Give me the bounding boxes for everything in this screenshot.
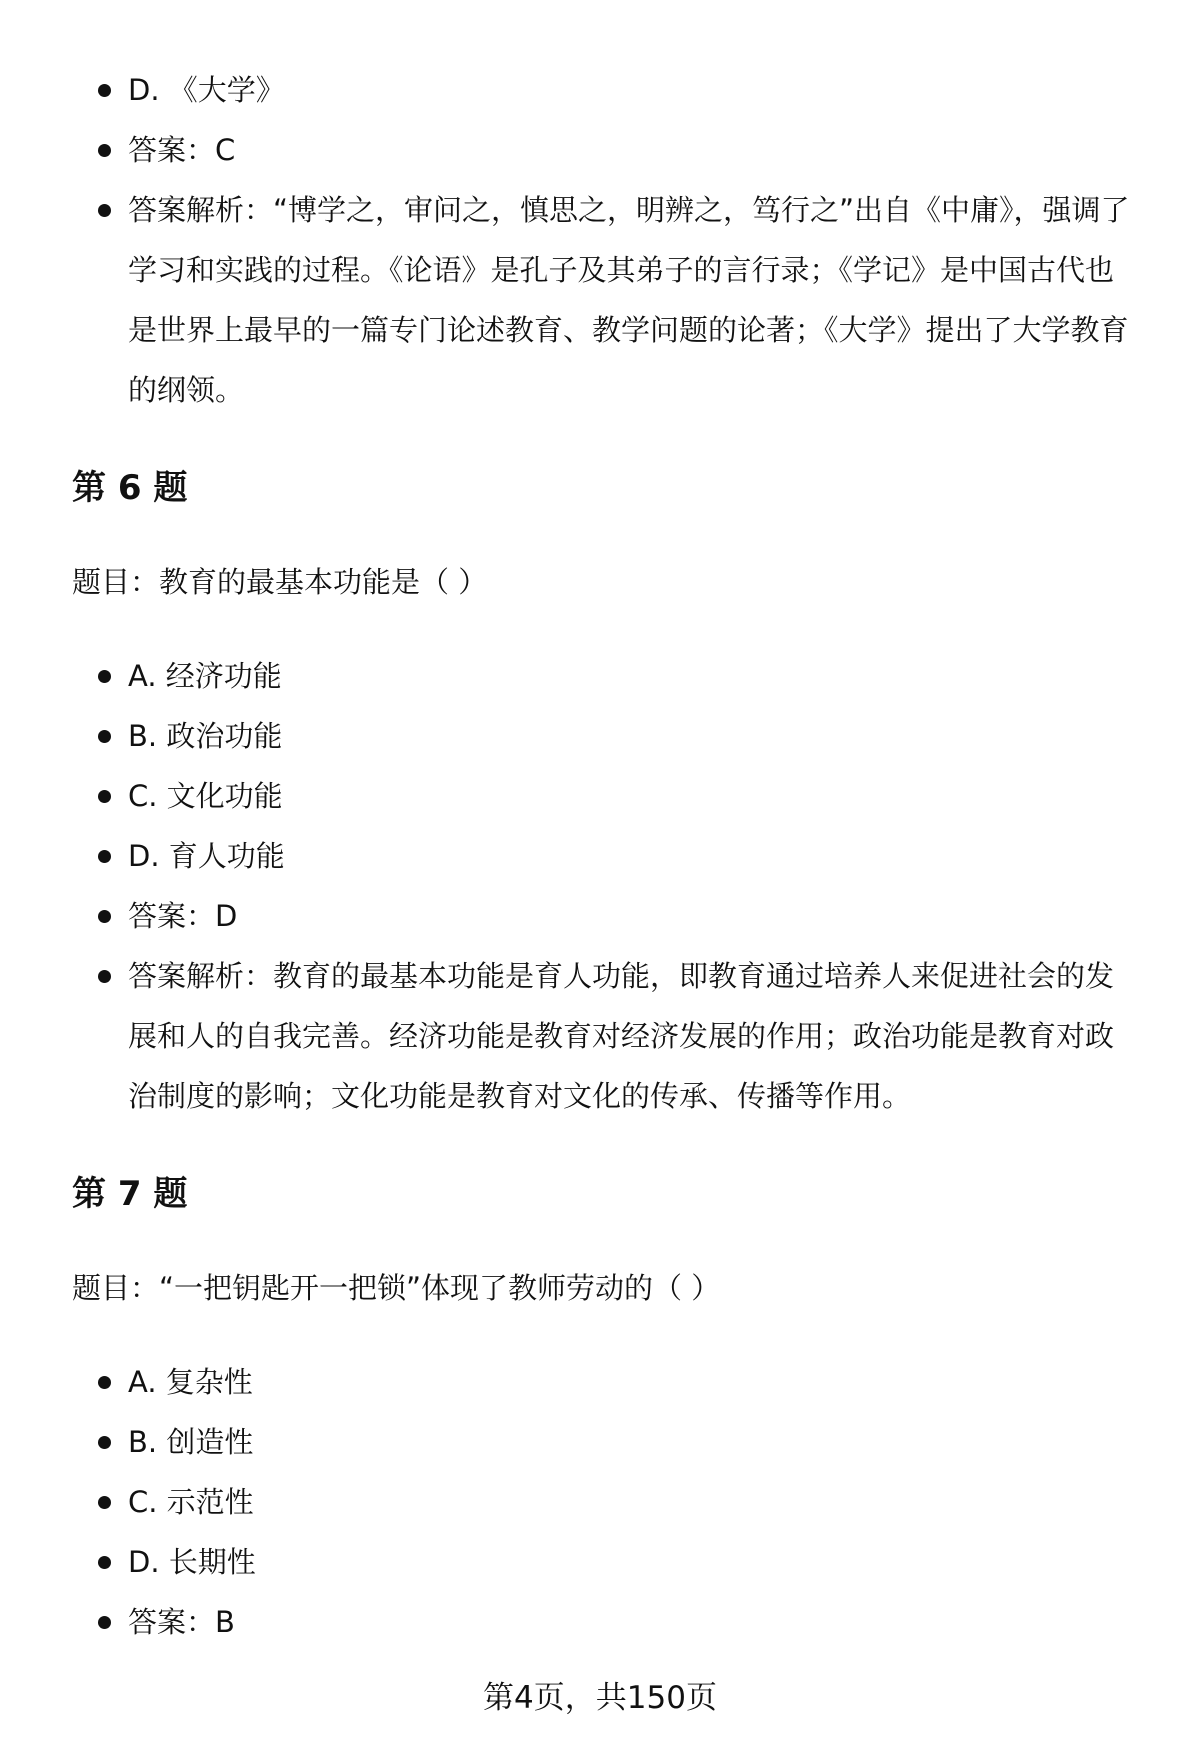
list-item: [72, 1532, 1142, 1592]
q7-option-list: [72, 1352, 1142, 1652]
question-6-prompt: 题目：教育的最基本功能是（ ）: [72, 565, 488, 599]
option-a-text: A. 复杂性: [128, 1365, 253, 1399]
bullet-icon: [98, 144, 111, 157]
bullet-icon: [98, 1616, 111, 1629]
answer-text: 答案：C: [128, 133, 236, 167]
list-item: [72, 60, 1142, 120]
list-item: [72, 646, 1142, 706]
q6-option-list: [72, 646, 1142, 1126]
option-d-text: D. 育人功能: [128, 839, 285, 873]
question-6-heading: 第 6 题: [72, 468, 188, 508]
explanation-text: 答案解析：“博学之，审问之，慎思之，明辨之，笃行之”出自《中庸》，强调了学习和实践的过程。《论语》是孔子及其弟子的言行录；《学记》是中国古代也是世界上最早的一篇专门论述教育、教学问题的论著；《大学》提出了大学教育的纲领。: [128, 193, 1130, 407]
bullet-icon: [98, 84, 111, 97]
list-item: [72, 1592, 1142, 1652]
bullet-icon: [98, 790, 111, 803]
q5-option-list: [72, 60, 1142, 420]
list-item: [72, 766, 1142, 826]
list-item: [72, 120, 1142, 180]
list-item: [72, 1352, 1142, 1412]
list-item: [72, 1412, 1142, 1472]
question-7-heading: 第 7 题: [72, 1174, 188, 1214]
list-item: [72, 1472, 1142, 1532]
question-7-prompt: 题目：“一把钥匙开一把锁”体现了教师劳动的（ ）: [72, 1271, 721, 1305]
bullet-icon: [98, 1436, 111, 1449]
list-item: [72, 886, 1142, 946]
option-c-text: C. 文化功能: [128, 779, 283, 813]
answer-text: 答案：B: [128, 1605, 235, 1639]
answer-text: 答案：D: [128, 899, 238, 933]
bullet-icon: [98, 1376, 111, 1389]
list-item: [72, 826, 1142, 886]
explanation-text: 答案解析：教育的最基本功能是育人功能，即教育通过培养人来促进社会的发展和人的自我完善。经济功能是教育对经济发展的作用；政治功能是教育对政治制度的影响；文化功能是教育对文化的传承、传播等作用。: [128, 959, 1115, 1113]
page-number-footer: 第4页，共150页: [483, 1680, 717, 1716]
bullet-icon: [98, 730, 111, 743]
list-item: [72, 706, 1142, 766]
option-b-text: B. 政治功能: [128, 719, 283, 753]
bullet-icon: [98, 910, 111, 923]
option-a-text: A. 经济功能: [128, 659, 282, 693]
option-b-text: B. 创造性: [128, 1425, 254, 1459]
bullet-icon: [98, 204, 111, 217]
list-item: [72, 180, 1142, 420]
list-item: [72, 946, 1142, 1126]
bullet-icon: [98, 970, 111, 983]
option-d-text: D. 《大学》: [128, 73, 285, 107]
bullet-icon: [98, 850, 111, 863]
bullet-icon: [98, 1556, 111, 1569]
option-d-text: D. 长期性: [128, 1545, 256, 1579]
bullet-icon: [98, 670, 111, 683]
option-c-text: C. 示范性: [128, 1485, 254, 1519]
bullet-icon: [98, 1496, 111, 1509]
